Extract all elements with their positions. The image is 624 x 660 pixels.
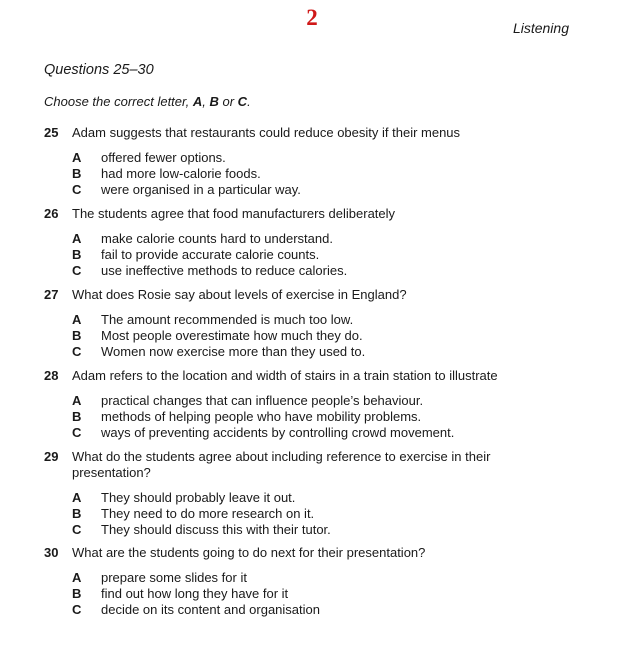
- option-text: They should discuss this with their tutor.: [101, 522, 331, 537]
- question-text: What are the students going to do next for their presentation?: [72, 545, 426, 560]
- option-b[interactable]: [44, 247, 524, 263]
- option-a[interactable]: [44, 312, 524, 328]
- instruction-letter-a: A: [192, 94, 203, 109]
- option-c[interactable]: [44, 602, 524, 618]
- question-number: 25: [44, 125, 59, 140]
- option-text: methods of helping people who have mobility problems.: [101, 409, 422, 424]
- question-number: 28: [44, 368, 59, 383]
- option-text: fail to provide accurate calorie counts.: [101, 247, 320, 262]
- question-26: [44, 206, 524, 279]
- question-number: 27: [44, 287, 59, 302]
- option-b[interactable]: [44, 409, 524, 425]
- option-letter: A: [72, 231, 82, 246]
- question-number: 30: [44, 545, 59, 560]
- option-text: use ineffective methods to reduce calories.: [101, 263, 348, 278]
- option-letter: B: [72, 506, 82, 521]
- question-28: [44, 368, 524, 441]
- option-text: Most people overestimate how much they do.: [101, 328, 363, 343]
- option-text: make calorie counts hard to understand.: [101, 231, 333, 246]
- instruction-sep-2: or: [218, 94, 238, 109]
- option-list: [44, 570, 524, 618]
- option-text: They should probably leave it out.: [101, 490, 296, 505]
- question-27: [44, 287, 524, 360]
- option-text: find out how long they have for it: [101, 586, 289, 601]
- option-letter: A: [72, 490, 82, 505]
- option-b[interactable]: [44, 166, 524, 182]
- section-label: Listening: [512, 20, 569, 36]
- option-letter: C: [72, 602, 82, 617]
- question-number: 26: [44, 206, 59, 221]
- option-letter: B: [72, 247, 82, 262]
- option-letter: C: [72, 263, 82, 278]
- question-text: Adam refers to the location and width of stairs in a train station to illustrate: [72, 368, 498, 383]
- option-letter: C: [72, 182, 82, 197]
- question-text: Adam suggests that restaurants could reduce obesity if their menus: [72, 125, 461, 140]
- option-text: decide on its content and organisation: [101, 602, 320, 617]
- page-number: 2: [306, 5, 318, 30]
- option-letter: A: [72, 312, 82, 327]
- option-letter: C: [72, 522, 82, 537]
- instruction: [44, 94, 251, 109]
- option-letter: A: [72, 570, 82, 585]
- option-b[interactable]: [44, 506, 524, 522]
- option-letter: B: [72, 409, 82, 424]
- question-text: The students agree that food manufacturers deliberately: [72, 206, 396, 221]
- option-text: They need to do more research on it.: [101, 506, 315, 521]
- option-letter: A: [72, 393, 82, 408]
- option-b[interactable]: [44, 328, 524, 344]
- option-c[interactable]: [44, 182, 524, 198]
- option-letter: A: [72, 150, 82, 165]
- option-text: prepare some slides for it: [101, 570, 247, 585]
- question-text: What does Rosie say about levels of exercise in England?: [72, 287, 407, 302]
- option-c[interactable]: [44, 522, 524, 538]
- option-list: [44, 231, 524, 279]
- option-letter: B: [72, 166, 82, 181]
- option-text: practical changes that can influence people’s behaviour.: [101, 393, 424, 408]
- instruction-prefix: Choose the correct letter,: [44, 94, 193, 109]
- option-list: [44, 312, 524, 360]
- question-29: [44, 449, 524, 538]
- instruction-letter-c: C: [237, 94, 248, 109]
- instruction-letter-b: B: [209, 94, 219, 109]
- question-25: [44, 125, 524, 198]
- option-text: ways of preventing accidents by controlling crowd movement.: [101, 425, 455, 440]
- option-c[interactable]: [44, 344, 524, 360]
- option-list: [44, 393, 524, 441]
- option-text: Women now exercise more than they used to.: [101, 344, 366, 359]
- instruction-suffix: .: [247, 94, 251, 109]
- option-letter: B: [72, 586, 82, 601]
- option-list: [44, 150, 524, 198]
- question-number: 29: [44, 449, 59, 464]
- option-a[interactable]: [44, 570, 524, 586]
- option-a[interactable]: [44, 231, 524, 247]
- questions-heading: Questions 25–30: [44, 62, 154, 78]
- option-letter: C: [72, 344, 82, 359]
- option-list: [44, 490, 524, 538]
- option-text: The amount recommended is much too low.: [101, 312, 354, 327]
- option-c[interactable]: [44, 263, 524, 279]
- option-a[interactable]: [44, 490, 524, 506]
- option-letter: C: [72, 425, 82, 440]
- option-c[interactable]: [44, 425, 524, 441]
- option-letter: B: [72, 328, 82, 343]
- question-30: [44, 545, 524, 618]
- question-text: What do the students agree about including reference to exercise in their presentation?: [72, 449, 491, 480]
- option-text: offered fewer options.: [101, 150, 226, 165]
- option-text: had more low-calorie foods.: [101, 166, 261, 181]
- option-a[interactable]: [44, 393, 524, 409]
- option-text: were organised in a particular way.: [101, 182, 301, 197]
- option-a[interactable]: [44, 150, 524, 166]
- option-b[interactable]: [44, 586, 524, 602]
- instruction-sep-1: ,: [202, 94, 210, 109]
